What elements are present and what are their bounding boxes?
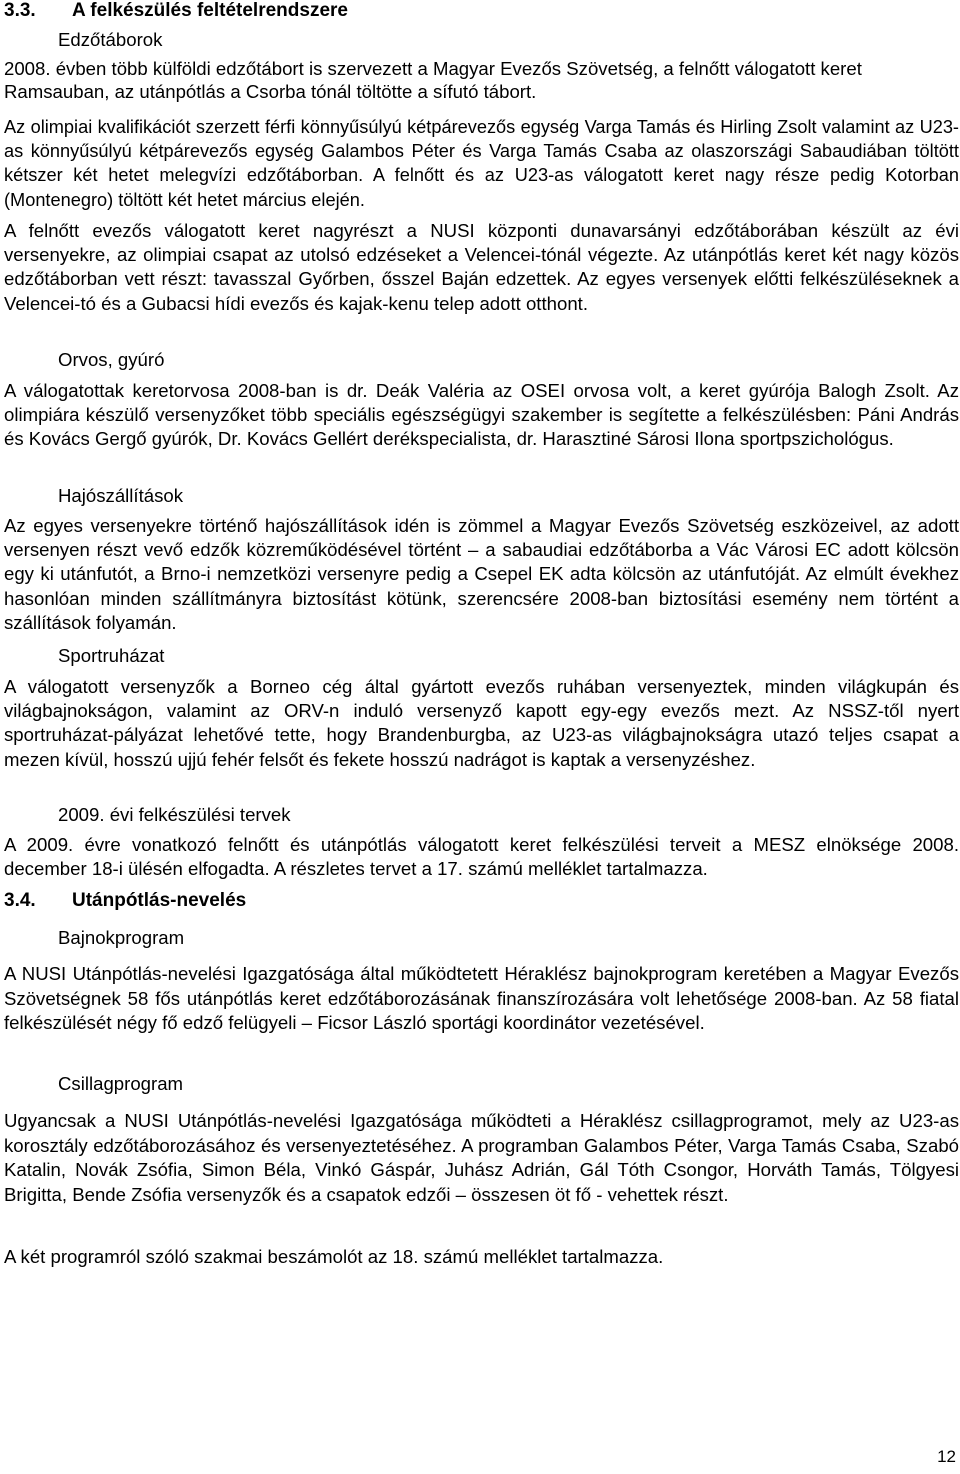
section-number: 3.3. — [4, 0, 36, 21]
paragraph: Az olimpiai kvalifikációt szerzett férfi könnyűsúlyú kétpárevezős egység Varga Tamás és Hirling Zsolt valamint az U23-as könnyűsúlyú kétpárevezős egység Galambos Péter és Varga Tamás Csaba az olaszországi Sabaudiában töltött kétszer két hetet melegvízi edzőtáborban. A felnőtt és az U23-as válogatott keret nagy része pedig Kotorban (Montenegro) töltött két hetet március elején. — [4, 117, 959, 210]
page-number: 12 — [937, 1447, 956, 1466]
section-title: Utánpótlás-nevelés — [72, 890, 247, 911]
subheading-medical: Orvos, gyúró — [58, 349, 165, 370]
paragraph: A 2009. évre vonatkozó felnőtt és utánpótlás válogatott keret felkészülési terveit a MESZ elnöksége 2008. december 18-i ülésén elfogadta. A részletes tervet a 17. számú melléklet tartalmazza. — [4, 834, 959, 880]
subheading-sportswear: Sportruházat — [58, 645, 165, 666]
paragraph: A felnőtt evezős válogatott keret nagyrészt a NUSI központi dunavarsányi edzőtáborában készült az évi versenyekre, az olimpiai csapat az utolsó edzéseket a Velencei-tónál végezte. Az utánpótlás keret két nagy közös edzőtáborban vett részt: tavasszal Győrben, ősszel Baján edzettek. Az egyes versenyek előtti felkészüléseknek a Velencei-tó és a Gubacsi hídi evezős és kajak-kenu telep adott otthont. — [4, 220, 959, 314]
paragraph: A NUSI Utánpótlás-nevelési Igazgatósága által működtetett Héraklész bajnokprogram keretében a Magyar Evezős Szövetségnek 58 fős utánpótlás keret edzőtáborozásának finanszírozására volt lehetősége 2008-ban. Az 58 fiatal felkészülését négy fő edző felügyeli – Ficsor László sportági koordinátor vezetésével. — [4, 963, 959, 1034]
section-title: A felkészülés feltételrendszere — [72, 0, 348, 21]
section-heading-3-4 — [4, 889, 246, 913]
paragraph: A két programról szóló szakmai beszámolót az 18. számú melléklet tartalmazza. — [4, 1246, 664, 1267]
paragraph: A válogatott versenyzők a Borneo cég által gyártott evezős ruhában versenyeztek, minden világkupán és világbajnokságon, valamint az ORV-n induló versenyző kapott egy-egy evezős mezt. Az NSSZ-től nyert sportruházat-pályázat lehetővé tette, hogy Brandenburgba, az U23-as világbajnokságra utazó teljes csapat a mezen kívül, hosszú ujjú fehér felsőt és fekete hosszú nadrágot is kaptak a versenyzéshez. — [4, 676, 959, 770]
subheading-plans-2009: 2009. évi felkészülési tervek — [58, 804, 291, 825]
section-heading-3-3 — [4, 0, 348, 23]
paragraph: Ugyancsak a NUSI Utánpótlás-nevelési Igazgatósága működteti a Héraklész csillagprogramot, mely az U23-as korosztály edzőtáborozásához és versenyeztetéséhez. A programban Galambos Péter, Varga Tamás Csaba, Szabó Katalin, Novák Zsófia, Simon Béla, Vinkó Gáspár, Juhász Adrián, Gál Tóth Csongor, Horváth Tamás, Tölgyesi Brigitta, Bende Zsófia versenyzők és a csapatok edzői – összesen öt fő - vehettek részt. — [4, 1110, 959, 1205]
subheading-star-program: Csillagprogram — [58, 1073, 184, 1094]
paragraph: Az egyes versenyekre történő hajószállítások idén is zömmel a Magyar Evezős Szövetség eszközeivel, az adott versenyen részt vevő edzők közreműködésével történt – a sabaudiai edzőtáborba a Vác Városi EC adott kölcsön egy ki utánfutót, a Brno-i nemzetközi versenyre pedig a Csepel EK adta kölcsön az utánfutóját. Az elmúlt évekhez hasonlóan minden szállítmányra biztosítást kötünk, szerencsére 2008-ban biztosítási esemény nem történt a szállítások folyamán. — [4, 515, 959, 633]
subheading-boat-transport: Hajószállítások — [58, 485, 184, 506]
subheading-training-camps: Edzőtáborok — [58, 29, 163, 50]
paragraph: A válogatottak keretorvosa 2008-ban is dr. Deák Valéria az OSEI orvosa volt, a keret gyúrója Balogh Zsolt. Az olimpiára készülő versenyzőket több speciális egészségügyi szakember is segítette a felkészülésben: Páni András és Kovács Gergő gyúrók, Dr. Kovács Gellért derékspecialista, dr. Harasztiné Sárosi Ilona sportpszichológus. — [4, 380, 959, 450]
subheading-championship-program: Bajnokprogram — [58, 927, 185, 948]
paragraph: 2008. évben több külföldi edzőtábort is szervezett a Magyar Evezős Szövetség, a felnőtt válogatott keret Ramsauban, az utánpótlás a Csorba tónál töltötte a sífutó tábort. — [4, 58, 862, 102]
section-number: 3.4. — [4, 890, 36, 911]
